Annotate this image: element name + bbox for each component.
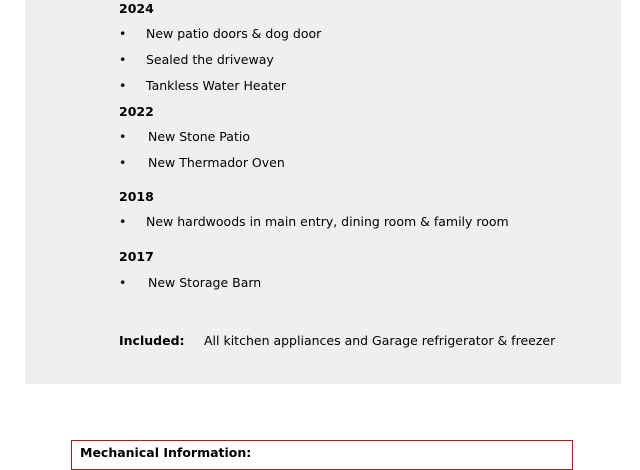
home-updates-panel <box>25 0 621 384</box>
list-item-text: New patio doors & dog door <box>146 26 322 41</box>
included-text: All kitchen appliances and Garage refrigerator & freezer <box>204 333 556 348</box>
list-item-text: New hardwoods in main entry, dining room & family room <box>146 214 509 229</box>
bullet-icon: • <box>119 155 127 170</box>
bullet-icon: • <box>119 52 127 67</box>
mechanical-information-box <box>71 440 573 470</box>
year-heading-2024: 2024 <box>119 1 154 16</box>
bullet-icon: • <box>119 78 127 93</box>
year-heading-2018: 2018 <box>119 189 154 204</box>
year-heading-2017: 2017 <box>119 249 154 264</box>
list-item-text: New Thermador Oven <box>148 155 285 170</box>
list-item-text: New Storage Barn <box>148 275 262 290</box>
included-label: Included: <box>119 333 185 348</box>
bullet-icon: • <box>119 275 127 290</box>
year-heading-2022: 2022 <box>119 104 154 119</box>
bullet-icon: • <box>119 214 127 229</box>
bullet-icon: • <box>119 129 127 144</box>
list-item-text: New Stone Patio <box>148 129 250 144</box>
list-item-text: Tankless Water Heater <box>146 78 286 93</box>
bullet-icon: • <box>119 26 127 41</box>
list-item-text: Sealed the driveway <box>146 52 274 67</box>
mechanical-information-heading: Mechanical Information: <box>80 445 252 460</box>
